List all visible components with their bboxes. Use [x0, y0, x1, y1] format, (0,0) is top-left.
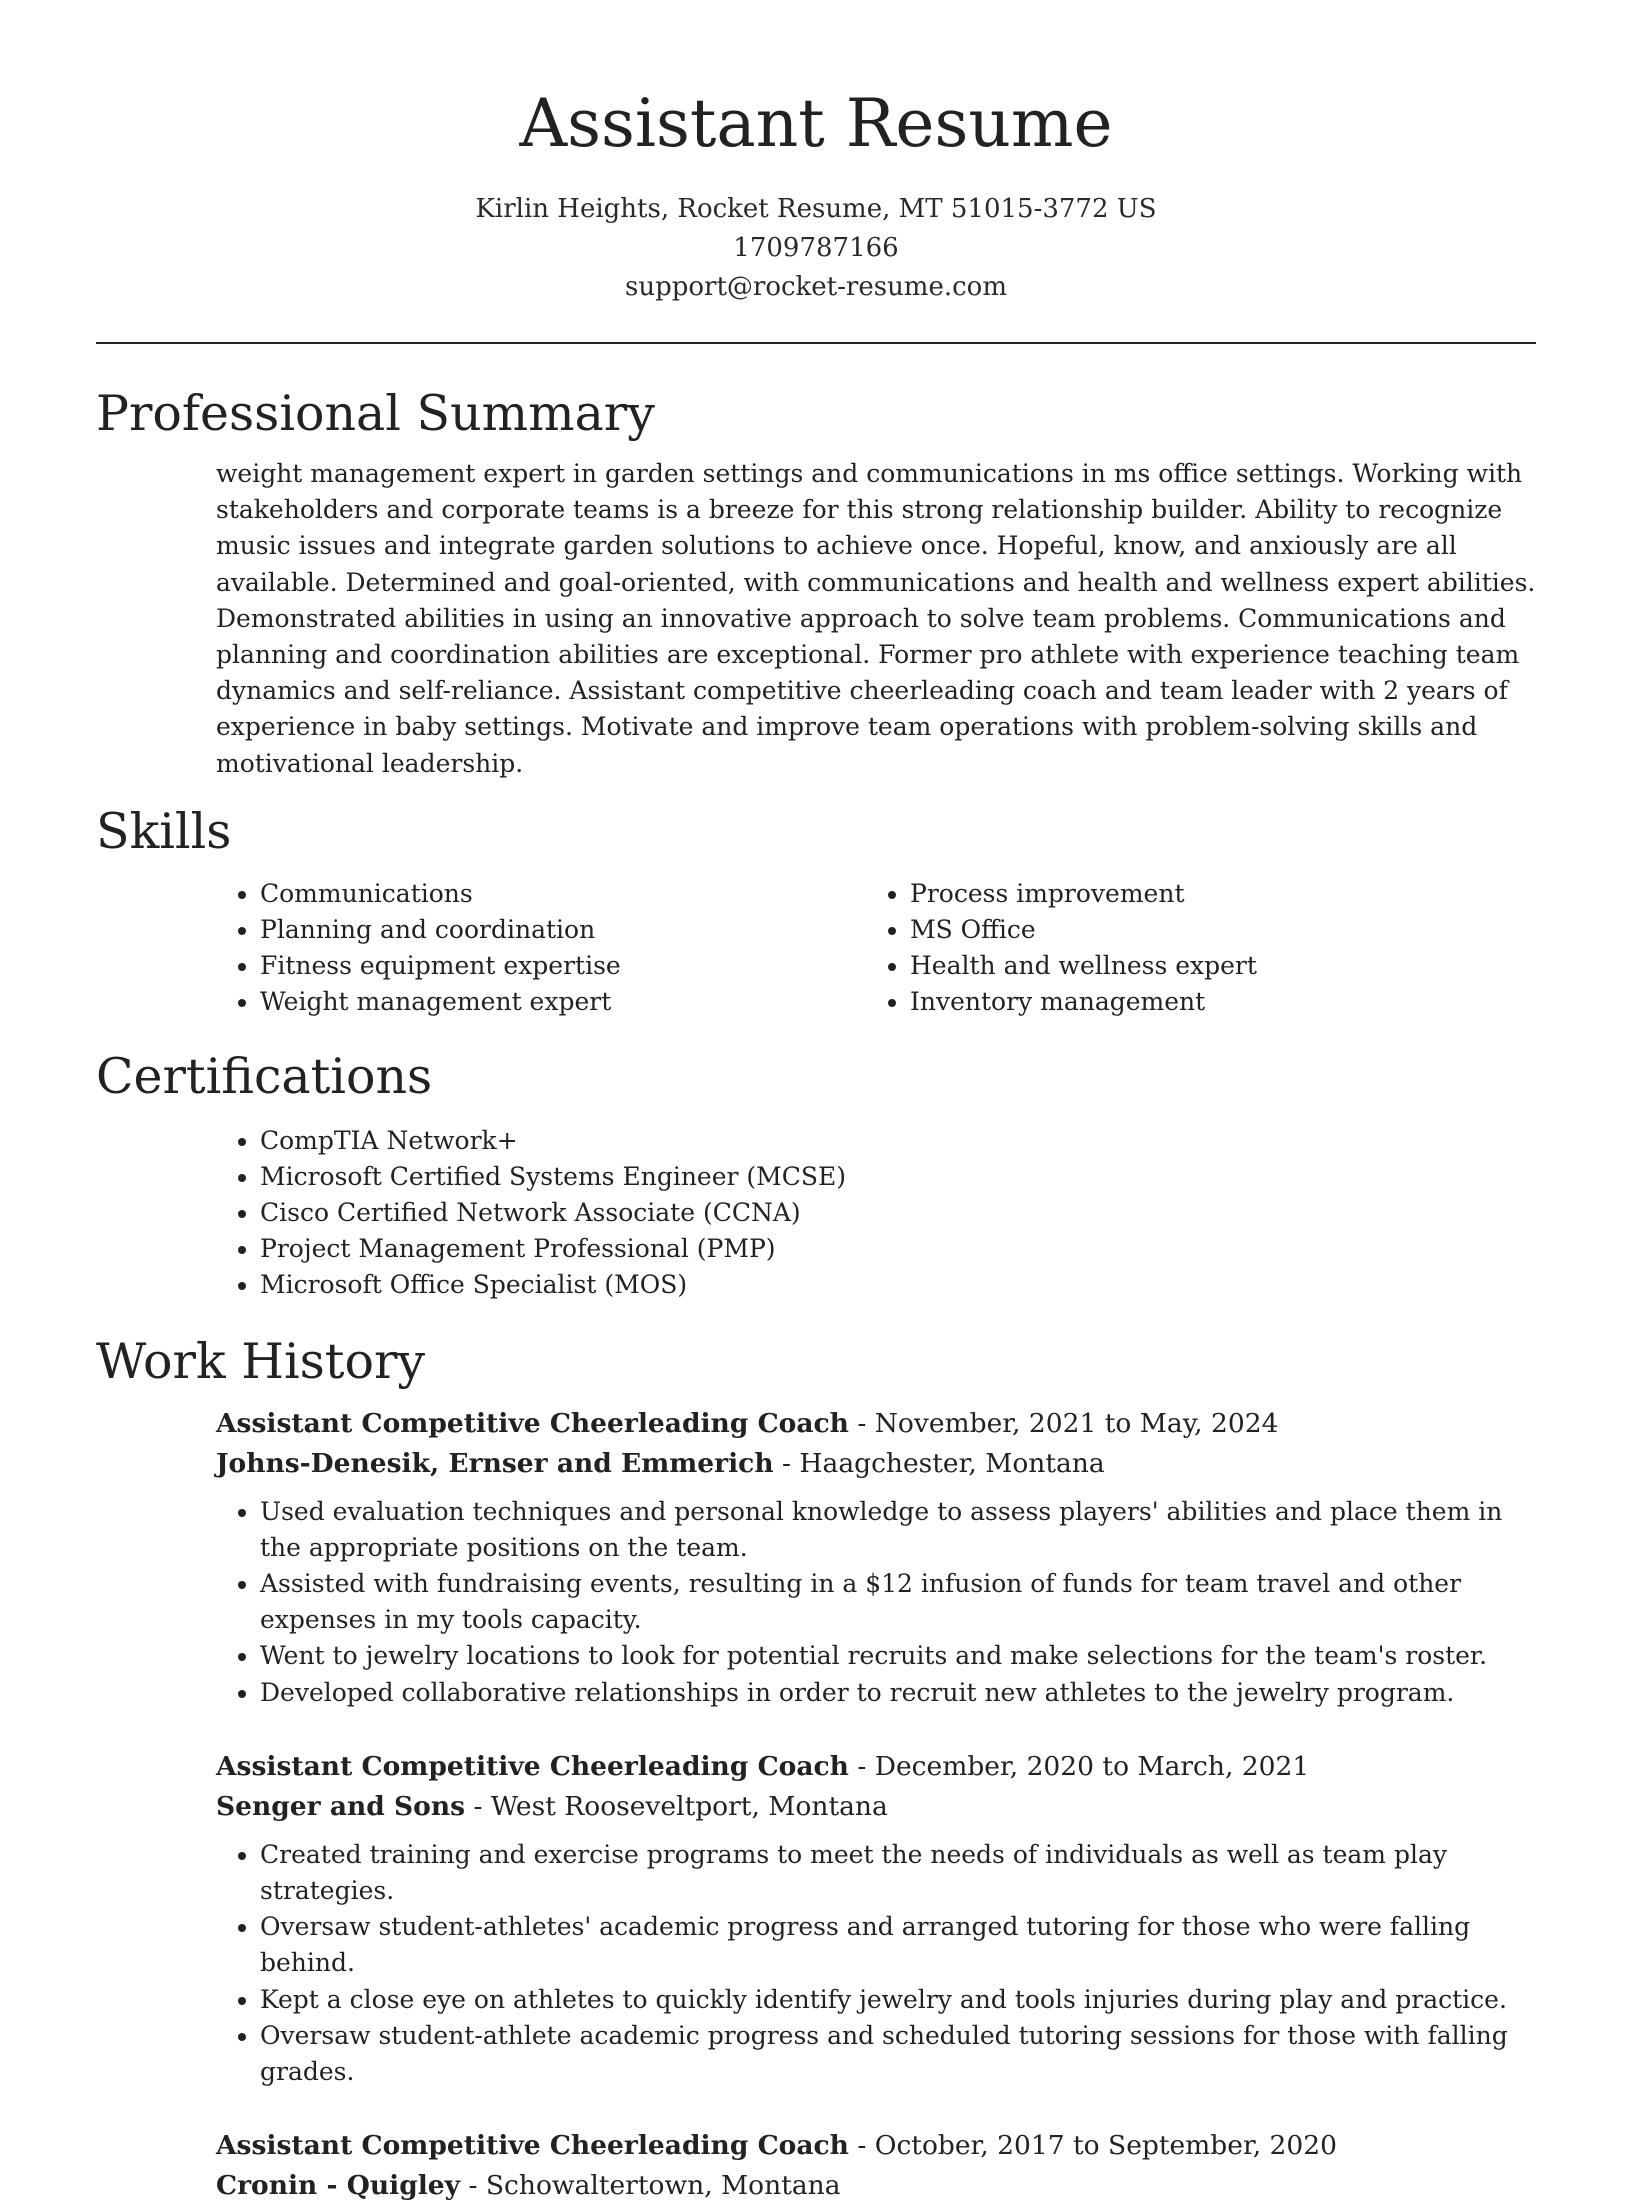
job-bullets — [216, 1837, 1536, 2090]
contact-address: Kirlin Heights, Rocket Resume, MT 51015-3772 US — [475, 194, 1157, 224]
summary-text: weight management expert in garden settings and communications in ms office settings. Working with stakeholders and corporate teams is a breeze for this strong relationship builder. Ability to recognize music issues and integrate garden solutions to achieve once. Hopeful, know, and anxiously are all available. Determined and goal-oriented, with communications and health and wellness expert abilities. Demonstrated abilities in using an innovative approach to solve team problems. Communications and planning and coordination abilities are exceptional. Former pro athlete with experience teaching team dynamics and self-reliance. Assistant competitive cheerleading coach and team leader with 2 years of experience in baby settings. Motivate and improve team operations with problem-solving skills and motivational leadership. — [216, 459, 1536, 778]
certification-item: • CompTIA Network+ — [260, 1123, 1536, 1159]
job-separator: - — [773, 1447, 800, 1479]
job-bullet: • Oversaw student-athlete academic progress and scheduled tutoring sessions for those with falling grades. — [260, 2018, 1536, 2090]
job-company: Johns-Denesik, Ernser and Emmerich — [216, 1447, 774, 1479]
job-entry — [216, 2126, 1536, 2206]
job-company-line — [216, 1444, 1536, 1484]
resume-header — [96, 0, 1536, 307]
job-separator: - — [848, 1407, 875, 1439]
job-company: Cronin - Quigley — [216, 2170, 461, 2202]
job-entry — [216, 1404, 1536, 1711]
job-dates: December, 2020 to March, 2021 — [874, 1750, 1310, 1782]
job-bullet: • Went to jewelry locations to look for potential recruits and make selections for the team's roster. — [260, 1638, 1536, 1674]
skills-grid — [216, 876, 1536, 1021]
job-company-line — [216, 1787, 1536, 1827]
skill-item: • Weight management expert — [260, 984, 866, 1020]
certification-item: • Project Management Professional (PMP) — [260, 1231, 1536, 1267]
job-title-line — [216, 1404, 1536, 1444]
job-bullet: • Created training and exercise programs to meet the needs of individuals as well as team play strategies. — [260, 1837, 1536, 1909]
certifications-section — [96, 1045, 1536, 1304]
job-title-line — [216, 1747, 1536, 1787]
job-separator: - — [465, 1790, 491, 1822]
job-dates: October, 2017 to September, 2020 — [874, 2130, 1337, 2162]
job-dates: November, 2021 to May, 2024 — [874, 1407, 1279, 1439]
resume-title: Assistant Resume — [519, 85, 1113, 162]
job-title: Assistant Competitive Cheerleading Coach — [216, 2130, 849, 2162]
job-title: Assistant Competitive Cheerleading Coach — [216, 1750, 849, 1782]
work-history-section — [96, 1330, 1536, 2206]
skills-list-left — [216, 876, 866, 1021]
job-location: West Rooseveltport, Montana — [490, 1790, 888, 1822]
job-entry — [216, 1747, 1536, 2090]
summary-heading: Professional Summary — [96, 385, 655, 442]
job-bullet: • Kept a close eye on athletes to quickly identify jewelry and tools injuries during play and practice. — [260, 1982, 1536, 2018]
summary-section — [96, 382, 1536, 782]
skill-item: • Communications — [260, 876, 866, 912]
certification-item: • Microsoft Certified Systems Engineer (MCSE) — [260, 1159, 1536, 1195]
job-title: Assistant Competitive Cheerleading Coach — [216, 1407, 849, 1439]
job-separator: - — [848, 1750, 875, 1782]
job-bullets — [216, 1494, 1536, 1711]
job-company-line — [216, 2166, 1536, 2206]
skills-heading: Skills — [96, 802, 232, 860]
job-bullet: • Used evaluation techniques and personal knowledge to assess players' abilities and place them in the appropriate positions on the team. — [260, 1494, 1536, 1566]
contact-email: support@rocket-resume.com — [624, 272, 1007, 302]
job-bullet: • Oversaw student-athletes' academic progress and arranged tutoring for those who were falling behind. — [260, 1909, 1536, 1981]
skills-column-right — [866, 876, 1516, 1021]
job-separator: - — [460, 2170, 486, 2202]
job-location: Haagchester, Montana — [799, 1447, 1105, 1479]
skill-item: • Planning and coordination — [260, 912, 866, 948]
job-bullet: • Developed collaborative relationships in order to recruit new athletes to the jewelry program. — [260, 1675, 1536, 1711]
skill-item: • Fitness equipment expertise — [260, 948, 866, 984]
job-location: Schowaltertown, Montana — [485, 2170, 841, 2202]
skill-item: • Process improvement — [910, 876, 1516, 912]
job-separator: - — [848, 2130, 875, 2162]
skills-column-left — [216, 876, 866, 1021]
header-divider — [96, 342, 1536, 344]
certifications-body — [216, 1123, 1536, 1304]
skill-item: • MS Office — [910, 912, 1516, 948]
certification-item: • Microsoft Office Specialist (MOS) — [260, 1267, 1536, 1303]
job-title-line — [216, 2126, 1536, 2166]
skill-item: • Health and wellness expert — [910, 948, 1516, 984]
skills-section — [96, 800, 1536, 1021]
job-company: Senger and Sons — [216, 1790, 466, 1822]
work-history-heading: Work History — [96, 1332, 426, 1390]
certification-item: • Cisco Certified Network Associate (CCNA) — [260, 1195, 1536, 1231]
certifications-list — [216, 1123, 1536, 1304]
skill-item: • Inventory management — [910, 984, 1516, 1020]
job-bullet: • Assisted with fundraising events, resulting in a $12 infusion of funds for team travel and other expenses in my tools capacity. — [260, 1566, 1536, 1638]
contact-phone: 1709787166 — [733, 233, 899, 263]
certifications-heading: Certifications — [96, 1047, 433, 1105]
skills-list-right — [866, 876, 1516, 1021]
